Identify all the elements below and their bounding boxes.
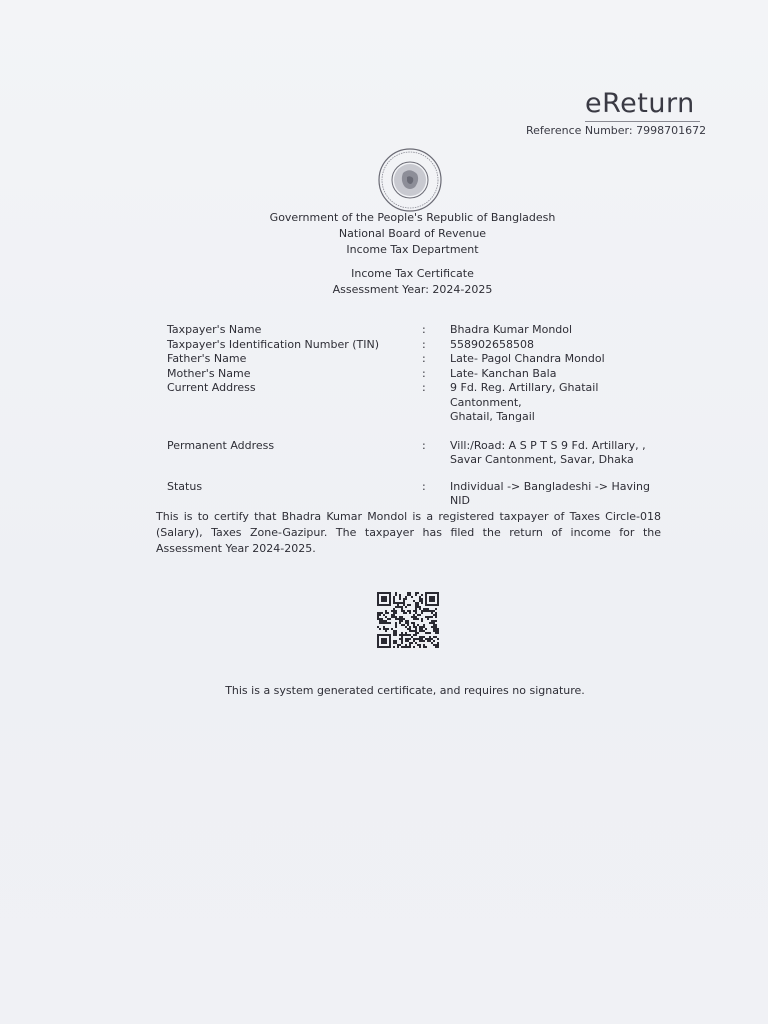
certification-statement: This is to certify that Bhadra Kumar Mondol is a registered taxpayer of Taxes Circle-018 (Salary), Taxes Zone-Gazipur. The taxpayer has filed the return of income for the Assessment Year 2024-2025. [156, 510, 661, 555]
board-name: National Board of Revenue [338, 227, 487, 240]
detail-colon: : [422, 337, 426, 351]
detail-row-permanent-address [167, 439, 677, 468]
detail-value [450, 480, 670, 509]
issuer-header [200, 210, 625, 258]
detail-value: 558902658508 [450, 337, 534, 351]
detail-value: Bhadra Kumar Mondol [450, 323, 573, 336]
detail-colon: : [422, 479, 426, 493]
taxpayer-details [167, 323, 677, 509]
qr-code-icon [377, 592, 439, 648]
detail-label: Status [167, 479, 203, 493]
detail-value-line2: Savar Cantonment, Savar, Dhaka [450, 453, 634, 466]
ereturn-logo: eReturn [585, 88, 700, 122]
detail-label: Permanent Address [167, 438, 275, 452]
detail-value [450, 381, 670, 425]
detail-value [450, 439, 670, 468]
detail-row-father [167, 352, 677, 367]
detail-value: Late- Pagol Chandra Mondol [450, 352, 605, 365]
certificate-title: Income Tax Certificate [351, 267, 474, 280]
assessment-year: Assessment Year: 2024-2025 [332, 283, 493, 296]
detail-row-name [167, 323, 677, 338]
government-seal-icon [377, 147, 443, 213]
detail-colon: : [422, 323, 426, 336]
detail-value-line1: 9 Fd. Reg. Artillary, Ghatail Cantonment, [450, 381, 599, 409]
detail-value-line1: Individual -> Bangladeshi -> Having [450, 479, 651, 493]
detail-value-line1: Vill:/Road: A S P T S 9 Fd. Artillary, , [450, 438, 646, 452]
detail-value-line2: Ghatail, Tangail [450, 410, 535, 423]
system-generated-note: This is a system generated certificate, and requires no signature. [225, 684, 585, 697]
detail-colon: : [422, 438, 426, 452]
government-name: Government of the People's Republic of Bangladesh [269, 211, 556, 224]
detail-label: Current Address [167, 381, 256, 394]
detail-row-current-address [167, 381, 677, 425]
detail-label: Taxpayer's Identification Number (TIN) [167, 337, 380, 351]
detail-row-tin [167, 338, 677, 353]
detail-row-mother [167, 367, 677, 382]
detail-colon: : [422, 352, 426, 365]
detail-label: Taxpayer's Name [167, 323, 262, 336]
detail-colon: : [422, 366, 426, 380]
detail-label: Mother's Name [167, 366, 251, 380]
certificate-heading [200, 266, 625, 298]
detail-label: Father's Name [167, 352, 247, 365]
detail-value-line2: NID [450, 494, 470, 507]
reference-number: Reference Number: 7998701672 [526, 124, 707, 137]
detail-value: Late- Kanchan Bala [450, 366, 557, 380]
detail-colon: : [422, 381, 426, 394]
department-name: Income Tax Department [346, 243, 479, 256]
detail-row-status [167, 480, 677, 509]
